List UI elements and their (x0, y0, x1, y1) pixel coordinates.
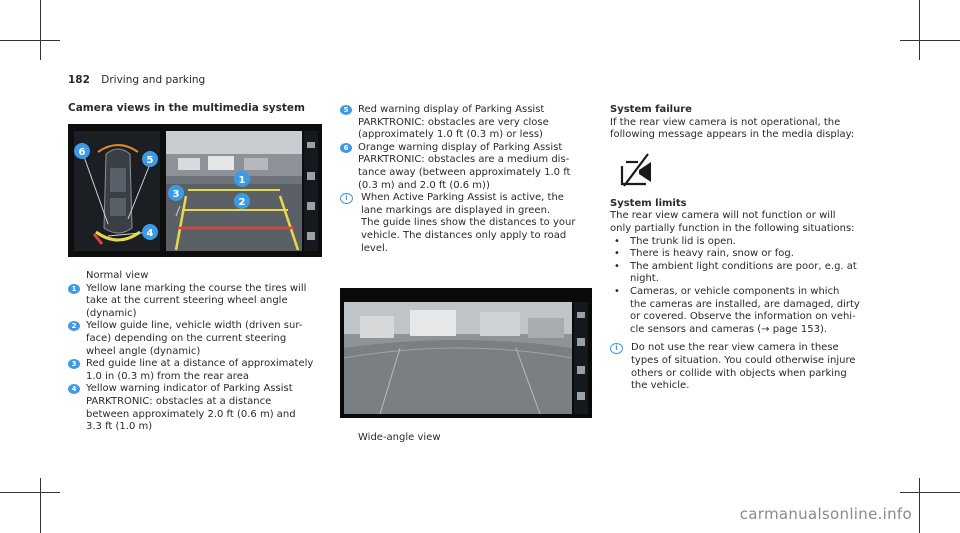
list-item: 6 Orange warning display of Parking Assist PARKTRONIC: obstacles are a medium dis- tance away (between approximately 1.0 ft (0.3 m) and 2.0 ft (0.6 m)) (340, 142, 602, 192)
crop-mark (40, 0, 41, 60)
list-item: 5 Red warning display of Parking Assist PARKTRONIC: obstacles are very close (approximately 1.0 ft (0.3 m) or less) (340, 104, 602, 142)
caption-normal-view: Normal view (86, 270, 149, 281)
system-failure-heading: System failure (610, 104, 692, 115)
svg-text:4: 4 (146, 228, 154, 239)
section-title: Driving and parking (101, 74, 206, 86)
crop-mark (0, 492, 60, 493)
watermark[interactable]: carmanualsonline.info (739, 505, 912, 523)
caption-wide-angle: Wide-angle view (358, 432, 441, 443)
section-heading: Camera views in the multimedia system (68, 102, 305, 114)
crop-mark (900, 40, 960, 41)
bullet-icon: • (614, 235, 620, 247)
system-limits-heading: System limits (610, 197, 687, 209)
note: i When Active Parking Assist is active, the lane markings are displayed in green. The guide lines show the distances to your vehicle. The distances only apply to road level. (340, 192, 602, 255)
middle-column (340, 104, 602, 255)
info-icon: i (340, 193, 353, 204)
left-column (68, 270, 330, 434)
right-column (610, 104, 880, 393)
list-item: • The trunk lid is open. (614, 235, 736, 247)
svg-text:3: 3 (172, 189, 180, 200)
list-item: 3 Red guide line at a distance of approximately 1.0 in (0.3 m) from the rear area (68, 358, 330, 383)
callout-marker: 3 (68, 359, 80, 369)
page-number: 182 (68, 74, 90, 86)
note: i Do not use the rear view camera in these types of situation. You could otherwise injure others or collide with objects when parking the vehicle. (610, 342, 880, 392)
list-item: • There is heavy rain, snow or fog. (614, 248, 794, 260)
crop-mark (919, 478, 920, 533)
callout-marker: 2 (68, 321, 80, 331)
callout-marker: 5 (340, 105, 352, 115)
system-limits-text: The rear view camera will not function or will only partially function in the following situations: (610, 210, 855, 234)
bullet-icon: • (614, 248, 620, 260)
callout-marker: 1 (68, 284, 80, 294)
wide-angle-screen (340, 288, 592, 418)
info-icon: i (610, 343, 623, 354)
wide-angle-illustration (340, 288, 592, 418)
system-failure-text: If the rear view camera is not operational, the following message appears in the media display: (610, 116, 855, 141)
list-item: 4 Yellow warning indicator of Parking Assist PARKTRONIC: obstacles at a distance between approximately 2.0 ft (0.6 m) and 3.3 ft (1.0 m) (68, 383, 330, 433)
list-item: • Cameras, or vehicle components in which the cameras are installed, are damaged, dirty or covered. Observe the information on vehi- cle sensors and cameras (→ page 153). (614, 285, 860, 335)
svg-text:5: 5 (146, 155, 154, 166)
page-header (68, 74, 205, 86)
callout-marker: 4 (68, 384, 80, 394)
callout-marker: 6 (340, 143, 352, 153)
crop-mark (40, 478, 41, 533)
normal-view-screen (68, 124, 322, 257)
camera-unavailable-icon (610, 142, 880, 198)
list-item: • The ambient light conditions are poor, e.g. at night. (614, 260, 857, 285)
list-item: 1 Yellow lane marking the course the tires will take at the current steering wheel angle (dynamic) (68, 283, 330, 321)
svg-text:1: 1 (238, 175, 246, 186)
normal-view-illustration (68, 124, 322, 257)
crop-mark (919, 0, 920, 60)
svg-text:2: 2 (238, 197, 246, 208)
crop-mark (0, 40, 60, 41)
list-item: 2 Yellow guide line, vehicle width (driven sur- face) depending on the current steering wheel angle (dynamic) (68, 320, 330, 358)
bullet-icon: • (614, 260, 620, 272)
svg-text:6: 6 (78, 147, 86, 158)
crop-mark (900, 492, 960, 493)
bullet-icon: • (614, 285, 620, 297)
